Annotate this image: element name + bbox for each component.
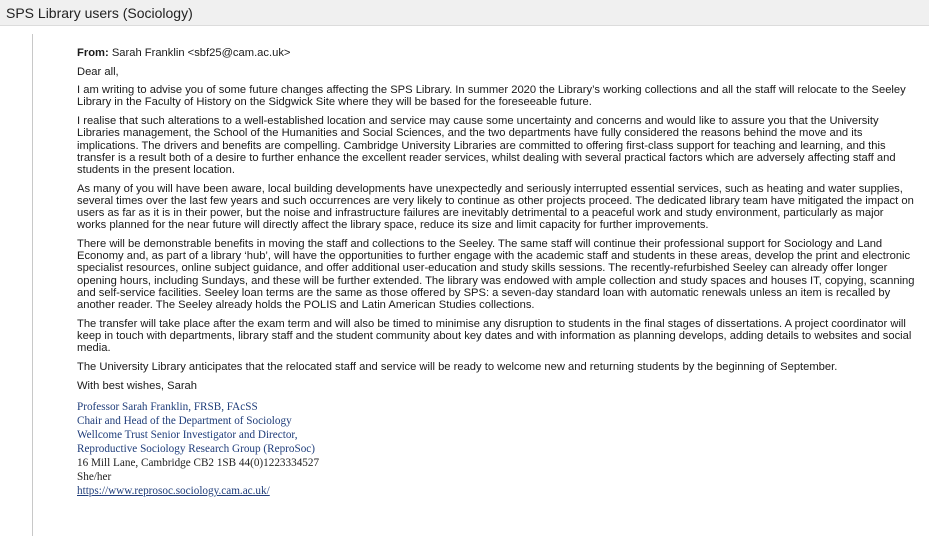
signature-address: 16 Mill Lane, Cambridge CB2 1SB 44(0)1223334527 [77, 457, 320, 470]
window-title: SPS Library users (Sociology) [6, 5, 193, 21]
signature-role-2: Wellcome Trust Senior Investigator and Director, [77, 429, 298, 442]
from-value[interactable]: Sarah Franklin <sbf25@cam.ac.uk> [111, 47, 291, 59]
signature-website-link[interactable]: https://www.reprosoc.sociology.cam.ac.uk/ [77, 485, 270, 498]
signature-role-3: Reproductive Sociology Research Group (ReproSoc) [77, 443, 315, 456]
paragraph-4: There will be demonstrable benefits in moving the staff and collections to the Seeley. The same staff will continue their professional support for Sociology and Land Economy and, as part of a library ‘hub’, will have the opportunities to further engage with the academic staff and students in these areas, develop the print and electronic specialist resources, online subject guidance, and offer additional user-education and study skills sessions. The recently-refurbished Seeley can already offer longer opening hours, including Sundays, and these will be further extended. The library was endowed with ample collection and study spaces and houses IT, copying, scanning and self-service facilities. Seeley loan terms are the same as those offered by SPS: a seven-day standard loan with automatic renewals unless an item is recalled by another reader. The Seeley already holds the POLIS and Latin American Studies collections. [77, 238, 915, 311]
from-label: From: [77, 47, 109, 59]
email-body [77, 47, 915, 498]
window-titlebar [0, 0, 929, 26]
from-line [77, 47, 915, 59]
paragraph-1: I am writing to advise you of some future changes affecting the SPS Library. In summer 2020 the Library’s working collections and all the staff will relocate to the Seeley Library in the Faculty of History on the Sidgwick Site where they will be based for the foreseeable future. [77, 84, 906, 109]
signature-role-1: Chair and Head of the Department of Sociology [77, 415, 292, 428]
paragraph-3: As many of you will have been aware, local building developments have unexpectedly and seriously interrupted essential services, such as heating and water supplies, several times over the last few years and such occurrences are very likely to continue as other projects proceed. The dedicated library team have mitigated the impact on users as far as it is in their power, but the noise and infrastructure failures are inevitably detrimental to a peaceful work and study environment, particularly as major works planned for the near future will directly affect the library space, reduce its size and limit capacity for further improvements. [77, 182, 914, 232]
signature [77, 400, 915, 498]
paragraph-6: The University Library anticipates that the relocated staff and service will be ready to welcome new and returning students by the beginning of September. [77, 361, 838, 374]
signature-pronouns: She/her [77, 471, 112, 484]
paragraph-5: The transfer will take place after the exam term and will also be timed to minimise any disruption to students in the final stages of dissertations. A project coordinator will keep in touch with departments, library staff and the student community about key dates and with information as planning develops, adding details to websites and social media. [77, 317, 912, 354]
closing: With best wishes, Sarah [77, 380, 198, 393]
greeting: Dear all, [77, 66, 119, 79]
quote-border [32, 34, 33, 536]
signature-name: Professor Sarah Franklin, FRSB, FAcSS [77, 401, 258, 414]
paragraph-2: I realise that such alterations to a well-established location and service may cause some uncertainty and concerns and would like to assure you that the University Libraries management, the School of the Humanities and Social Sciences, and the two departments have fully considered the reasons behind the move and its implications. The drivers and benefits are compelling. Cambridge University Libraries are committed to offering first-class support for teaching and learning, and this transfer is a result both of a desire to further enhance the excellent reader services, whilst dealing with several practical factors which are adversely affecting staff and students in the present location. [77, 115, 896, 176]
